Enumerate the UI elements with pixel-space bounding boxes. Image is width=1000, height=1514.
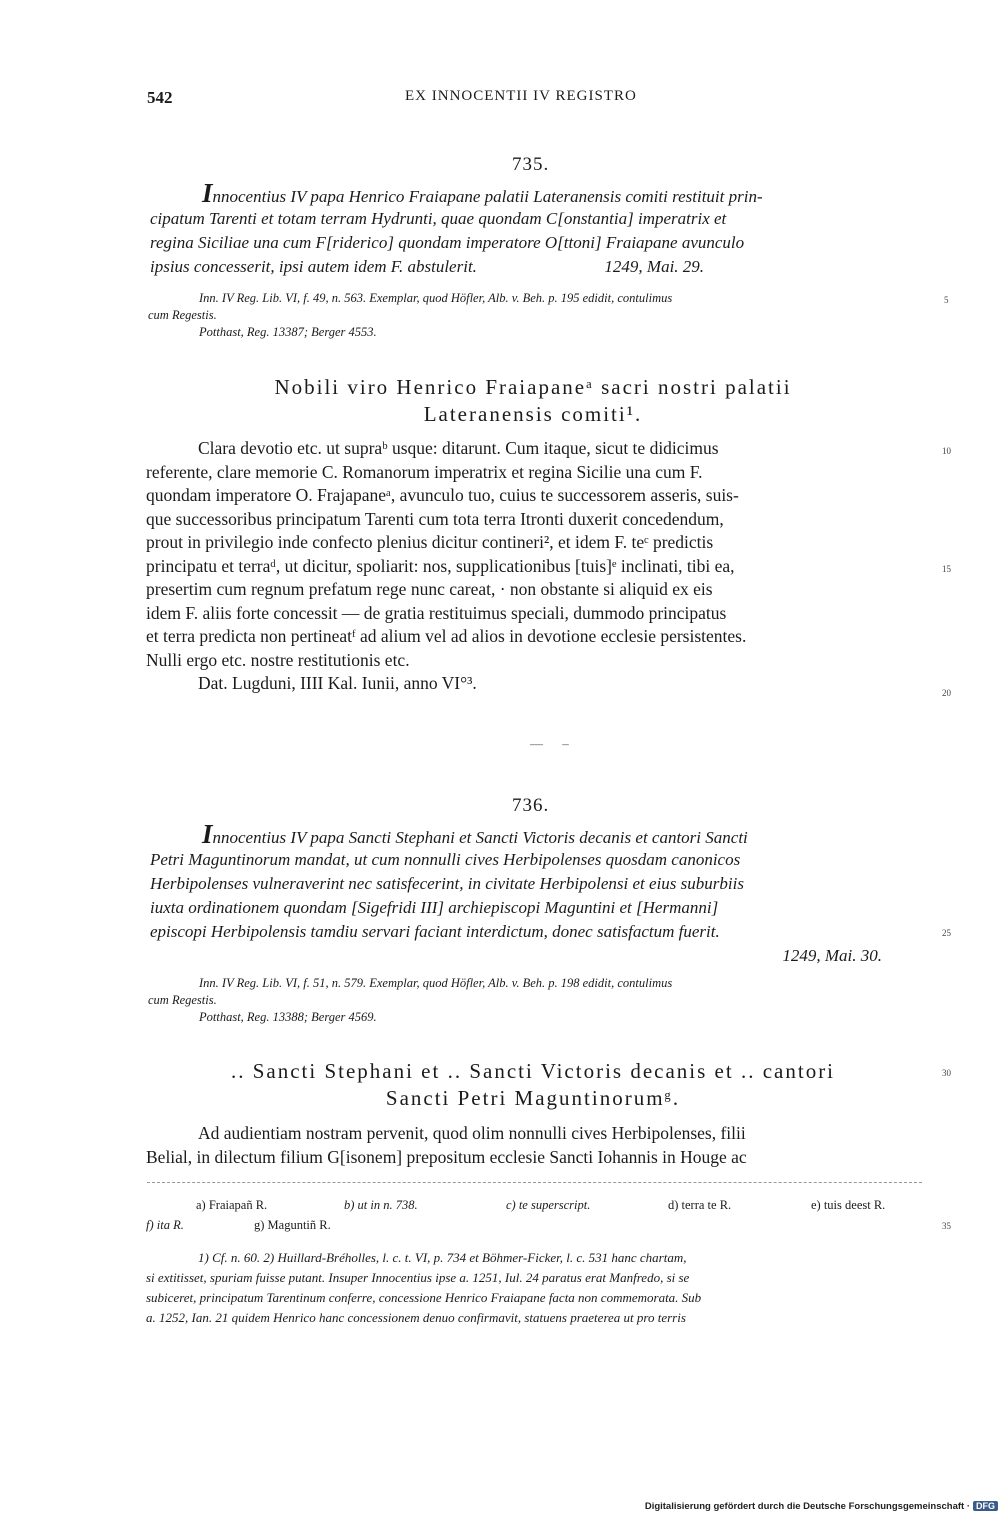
document-number: 736. <box>512 795 550 816</box>
note-line: a. 1252, Ian. 21 quidem Henrico hanc concessionem denuo confirmavit, statuens praeterea ut pro terris <box>146 1310 686 1325</box>
line-number: 15 <box>942 564 951 574</box>
text-line: presertim cum regnum prefatum rege nunc careat, · non obstante si aliquid ex eis <box>146 579 713 599</box>
regest <box>150 183 920 279</box>
source-line: Potthast, Reg. 13388; Berger 4569. <box>199 1010 377 1024</box>
page-number: 542 <box>147 88 173 107</box>
text-line: et terra predicta non pertineatᶠ ad alium vel ad alios in devotione ecclesie persistentes. <box>146 626 747 646</box>
address-line: .. Sancti Stephani et .. Sancti Victoris decanis et .. cantori <box>230 1059 836 1083</box>
source-line: Inn. IV Reg. Lib. VI, f. 51, n. 579. Exemplar, quod Höfler, Alb. v. Beh. p. 198 edidit, contulimus <box>199 976 673 990</box>
footnote: c) te superscript. <box>506 1198 591 1212</box>
regest-line: Herbipolenses vulneraverint nec satisfecerint, in civitate Herbipolensi et eius suburbiis <box>150 874 744 893</box>
footnote: b) ut in n. 738. <box>344 1198 418 1212</box>
credit-text: Digitalisierung gefördert durch die Deutsche Forschungsgemeinschaft · <box>644 1501 970 1512</box>
regest-line: ipsius concesserit, ipsi autem idem F. abstulerit. 1249, Mai. 29. <box>150 257 705 276</box>
regest-line: episcopi Herbipolensis tamdiu servari faciant interdictum, donec satisfactum fuerit. <box>150 922 720 941</box>
line-number: 30 <box>942 1068 951 1078</box>
footnote: d) terra te R. <box>668 1198 732 1212</box>
section-separator: — – <box>530 736 577 751</box>
text-line: Ad audientiam nostram pervenit, quod olim nonnulli cives Herbipolenses, filii <box>198 1123 746 1143</box>
footnote: e) tuis deest R. <box>811 1198 886 1212</box>
line-number: 25 <box>942 928 951 938</box>
footnote: a) Fraiapañ R. <box>196 1198 268 1212</box>
source-line: cum Regestis. <box>148 993 217 1007</box>
source-line: cum Regestis. <box>148 308 217 322</box>
regest-line: regina Siciliae una cum F[riderico] quondam imperatore O[ttoni] Fraiapane avunculo <box>150 233 745 252</box>
line-number: 10 <box>942 446 951 456</box>
dfg-logo: DFG <box>973 1501 998 1511</box>
text-line: idem F. aliis forte concessit — de gratia restituimus speciali, dummodo principatus <box>146 602 727 623</box>
line-number: 5 <box>944 295 949 305</box>
address <box>163 374 903 428</box>
footnote-rule <box>147 1182 922 1183</box>
footnote: f) ita R. <box>146 1218 184 1232</box>
text-line: que successoribus principatum Tarenti cum tota terra Itronti duxerit concedendum, <box>146 508 724 529</box>
critical-apparatus <box>146 1196 921 1236</box>
address-line: Sancti Petri Maguntinorumᵍ. <box>385 1086 681 1110</box>
text-line: referente, clare memorie C. Romanorum imperatrix et regina Sicilie una cum F. <box>146 461 703 482</box>
line-number: 35 <box>942 1221 951 1231</box>
text-line: Clara devotio etc. ut supraᵇ usque: ditarunt. Cum itaque, sicut te didicimus <box>198 438 719 458</box>
source-line: Potthast, Reg. 13387; Berger 4553. <box>199 325 377 339</box>
regest-line: nnocentius IV papa Sancti Stephani et Sancti Victoris decanis et cantori Sancti <box>212 828 748 847</box>
document-text <box>146 437 921 696</box>
regest <box>150 824 920 968</box>
source-line: Inn. IV Reg. Lib. VI, f. 49, n. 563. Exemplar, quod Höfler, Alb. v. Beh. p. 195 edidit, contulimus <box>199 291 673 305</box>
source-reference <box>148 290 673 341</box>
regest-line: cipatum Tarenti et totam terram Hydrunti, quae quondam C[onstantia] imperatrix et <box>150 209 727 228</box>
text-line: Nulli ergo etc. nostre restitutionis etc. <box>146 649 410 670</box>
regest-line: nnocentius IV papa Henrico Fraiapane palatii Lateranensis comiti restituit prin- <box>212 187 763 206</box>
address-line: Lateranensis comiti¹. <box>423 402 643 426</box>
note-line: si extitisset, spuriam fuisse putant. Insuper Innocentius ipse a. 1251, Iul. 24 paratus erat Manfredo, si se <box>146 1270 690 1285</box>
initial-letter: I <box>202 824 213 848</box>
document-text <box>146 1122 921 1169</box>
text-line: Belial, in dilectum filium G[isonem] prepositum ecclesie Sancti Iohannis in Houge ac <box>146 1146 747 1167</box>
line-number: 20 <box>942 688 951 698</box>
text-line: quondam imperatore O. Frajapaneᵃ, avunculo tuo, cuius te successorem asseris, suis- <box>146 485 739 505</box>
address-line: Nobili viro Henrico Fraiapaneᵃ sacri nostri palatii <box>274 375 792 399</box>
address <box>163 1058 903 1112</box>
explanatory-notes <box>146 1248 701 1328</box>
text-line: principatu et terraᵈ, ut dicitur, spoliarit: nos, supplicationibus [tuis]ᵉ inclinati, tibi ea, <box>146 555 735 576</box>
digitization-credit <box>645 1501 998 1512</box>
regest-line: iuxta ordinationem quondam [Sigefridi III] archiepiscopi Maguntini et [Hermanni] <box>150 898 719 917</box>
source-reference <box>148 975 673 1026</box>
footnote: g) Maguntiñ R. <box>254 1218 331 1232</box>
regest-date: 1249, Mai. 30. <box>782 946 882 965</box>
regest-line: Petri Maguntinorum mandat, ut cum nonnulli cives Herbipolenses quosdam canonicos <box>150 850 741 869</box>
document-number: 735. <box>512 154 550 175</box>
running-title: EX INNOCENTII IV REGISTRO <box>405 88 637 104</box>
initial-letter: I <box>202 183 213 207</box>
note-line: 1) Cf. n. 60. 2) Huillard-Bréholles, l. c. t. VI, p. 734 et Böhmer-Ficker, l. c. 531 hanc chartam, <box>198 1250 687 1265</box>
text-line: prout in privilegio inde confecto plenius dicitur contineri², et idem F. teᶜ predictis <box>146 532 714 552</box>
note-line: subiceret, principatum Tarentinum conferre, concessione Henrico Fraiapane facta non commemorata. Sub <box>146 1290 702 1305</box>
dating-line: Dat. Lugduni, IIII Kal. Iunii, anno VI°³. <box>198 673 477 693</box>
